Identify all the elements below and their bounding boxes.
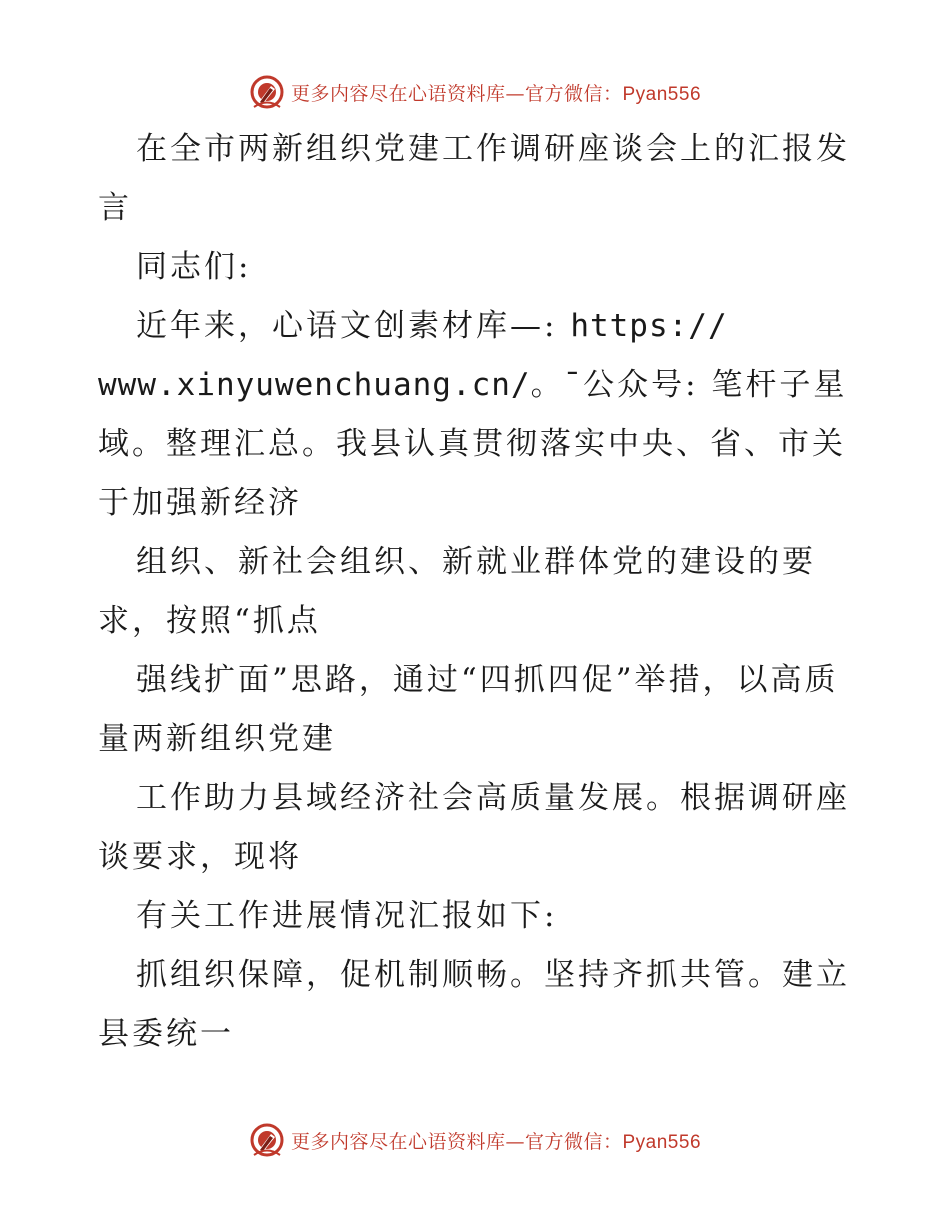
paragraph-1-line3: 域。整理汇总。我县认真贯彻落实中央、省、市关于加强新经济 xyxy=(98,426,846,521)
paragraph-1: 近年来，心语文创素材库—: https:// xyxy=(136,308,728,344)
salutation: 同志们: xyxy=(136,249,252,285)
wechat-id: Pyan556 xyxy=(622,1131,702,1153)
paragraph-1-cont: www.xinyuwenchuang.cn/。¯公众号: 笔杆子星 xyxy=(98,367,848,403)
paragraph-5: 有关工作进展情况汇报如下: xyxy=(136,898,558,934)
watermark-text: 更多内容尽在心语资料库—官方微信：Pyan556 xyxy=(290,82,702,105)
url-part-2: www.xinyuwenchuang.cn/ xyxy=(98,367,531,403)
wechat-id: Pyan556 xyxy=(622,83,702,105)
paragraph-6: 抓组织保障，促机制顺畅。坚持齐抓共管。建立县委统一 xyxy=(98,957,850,1052)
watermark-text: 更多内容尽在心语资料库—官方微信：Pyan556 xyxy=(290,1130,702,1153)
paragraph-3: 强线扩面”思路，通过“四抓四促”举措，以高质量两新组织党建 xyxy=(98,662,839,757)
paragraph-2: 组织、新社会组织、新就业群体党的建设的要求，按照“抓点 xyxy=(98,544,816,639)
pen-nib-logo-icon xyxy=(249,1122,285,1158)
header-watermark xyxy=(0,72,950,112)
paragraph-4: 工作助力县域经济社会高质量发展。根据调研座谈要求，现将 xyxy=(98,780,850,875)
document-body xyxy=(98,120,853,1064)
footer-watermark xyxy=(0,1120,950,1160)
pen-nib-logo-icon xyxy=(249,74,285,110)
url-part-1: https:// xyxy=(570,308,728,344)
document-title: 在全市两新组织党建工作调研座谈会上的汇报发言 xyxy=(98,131,850,226)
